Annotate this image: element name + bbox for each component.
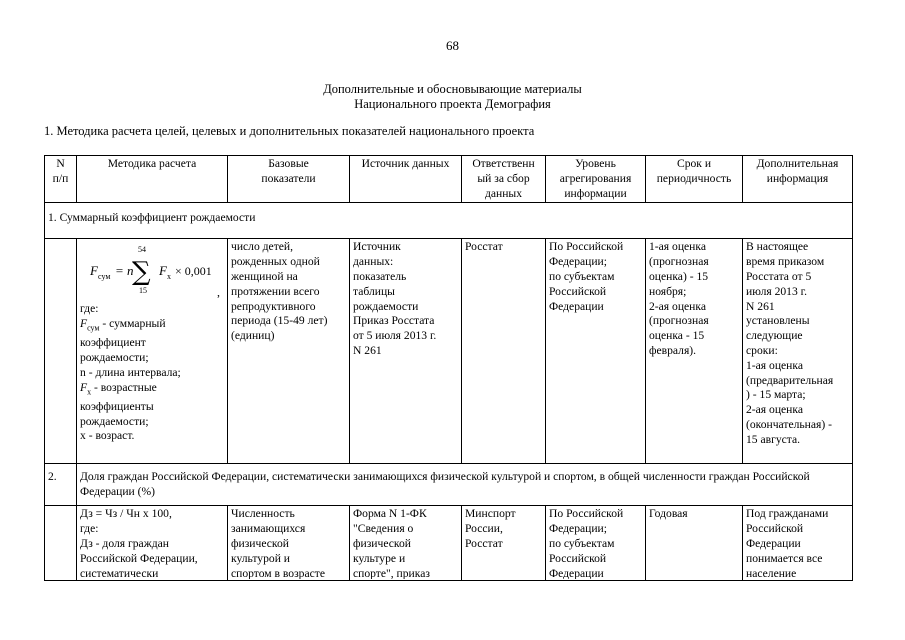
sum-formula-graphic bbox=[82, 242, 222, 302]
section-cell-2: Доля граждан Российской Федерации, систематически занимающихся физической культурой и спортом, в общей численности граждан Российской Федерации (%) bbox=[77, 464, 853, 506]
table-header-row bbox=[45, 156, 853, 203]
table-cell-level: По Российской Федерации; по субъектам Российской Федерации bbox=[546, 239, 646, 464]
section-row-1 bbox=[45, 203, 853, 239]
formula-times: × 0,001 bbox=[175, 264, 212, 279]
heading-line-2: Национального проекта Демография bbox=[354, 97, 551, 111]
document-heading bbox=[0, 82, 905, 112]
formula-term-sub: x bbox=[167, 272, 171, 282]
header-cell-extra: Дополнительная информация bbox=[743, 156, 853, 203]
method-fx-desc-3: рождаемости; bbox=[80, 414, 149, 428]
header-cell-source: Источник данных bbox=[350, 156, 462, 203]
tfr-formula bbox=[80, 240, 224, 302]
method-where: где: bbox=[80, 302, 99, 316]
section-row-2 bbox=[45, 464, 853, 506]
table-cell-base: Численность занимающихся физической культурой и спортом в возрасте bbox=[228, 506, 350, 581]
table-cell-responsible: Росстат bbox=[462, 239, 546, 464]
table-cell-period: 1-ая оценка (прогнозная оценка) - 15 ноября; 2-ая оценка (прогнозная оценка - 15 февраля). bbox=[646, 239, 743, 464]
table-cell-period: Годовая bbox=[646, 506, 743, 581]
formula-eq-n: = n bbox=[115, 263, 134, 279]
method-fsum: $F_{сум}$ - суммарный bbox=[80, 317, 166, 333]
header-cell-base: Базовые показатели bbox=[228, 156, 350, 203]
formula-sum-bottom: 15 bbox=[139, 286, 147, 296]
table-cell-method: Дз = Чз / Чн х 100, где: Дз - доля граждан Российской Федерации, систематически bbox=[77, 506, 228, 581]
table-cell-num bbox=[45, 506, 77, 581]
formula-comma: , bbox=[217, 285, 220, 300]
method-fsum-desc-2: коэффициент bbox=[80, 336, 146, 350]
table-cell-base: число детей, рожденных одной женщиной на протяжении всего репродуктивного периода (15-49 лет) (единиц) bbox=[228, 239, 350, 464]
header-cell-num: N п/п bbox=[45, 156, 77, 203]
formula-lhs-sub: сум bbox=[98, 272, 111, 282]
indicators-table bbox=[44, 155, 853, 581]
table-cell-level: По Российской Федерации; по субъектам Российской Федерации bbox=[546, 506, 646, 581]
method-x: x - возраст. bbox=[80, 429, 135, 443]
table-cell-method bbox=[77, 239, 228, 464]
header-cell-period: Срок и периодичность bbox=[646, 156, 743, 203]
method-n: n - длина интервала; bbox=[80, 365, 181, 379]
table-cell-responsible: Минспорт России, Росстат bbox=[462, 506, 546, 581]
section-title: 1. Методика расчета целей, целевых и дополнительных показателей национального проекта bbox=[44, 124, 535, 138]
table-cell-num bbox=[45, 239, 77, 464]
header-cell-responsible: Ответственн ый за сбор данных bbox=[462, 156, 546, 203]
table-row bbox=[45, 506, 853, 581]
page-number: 68 bbox=[446, 38, 459, 53]
table-cell-extra: Под гражданами Российской Федерации понимается все население bbox=[743, 506, 853, 581]
heading-line-1: Дополнительные и обосновывающие материалы bbox=[323, 82, 582, 96]
section-2-num: 2. bbox=[45, 464, 77, 506]
header-cell-level: Уровень агрегирования информации bbox=[546, 156, 646, 203]
method-fx-desc-2: коэффициенты bbox=[80, 399, 154, 413]
method-fsum-desc-3: рождаемости; bbox=[80, 351, 149, 365]
table-cell-source: Форма N 1-ФК "Сведения о физической культуре и спорте", приказ bbox=[350, 506, 462, 581]
formula-term: F bbox=[159, 263, 167, 279]
table-cell-extra: В настоящее время приказом Росстата от 5 июля 2013 г. N 261 установлены следующие сроки: 1-ая оценка (предварительная ) - 15 марта; 2-ая оценка (окончательная) - 15 августа. bbox=[743, 239, 853, 464]
formula-sum-top: 54 bbox=[138, 245, 146, 255]
header-cell-method: Методика расчета bbox=[77, 156, 228, 203]
formula-lhs: F bbox=[90, 263, 98, 279]
method-fx: $F_x$ - возрастные bbox=[80, 380, 157, 396]
section-cell-1: 1. Суммарный коэффициент рождаемости bbox=[45, 203, 853, 239]
table-row bbox=[45, 239, 853, 464]
table-cell-source: Источник данных: показатель таблицы рождаемости Приказ Росстата от 5 июля 2013 г. N 261 bbox=[350, 239, 462, 464]
sigma-icon: ∑ bbox=[132, 257, 151, 288]
